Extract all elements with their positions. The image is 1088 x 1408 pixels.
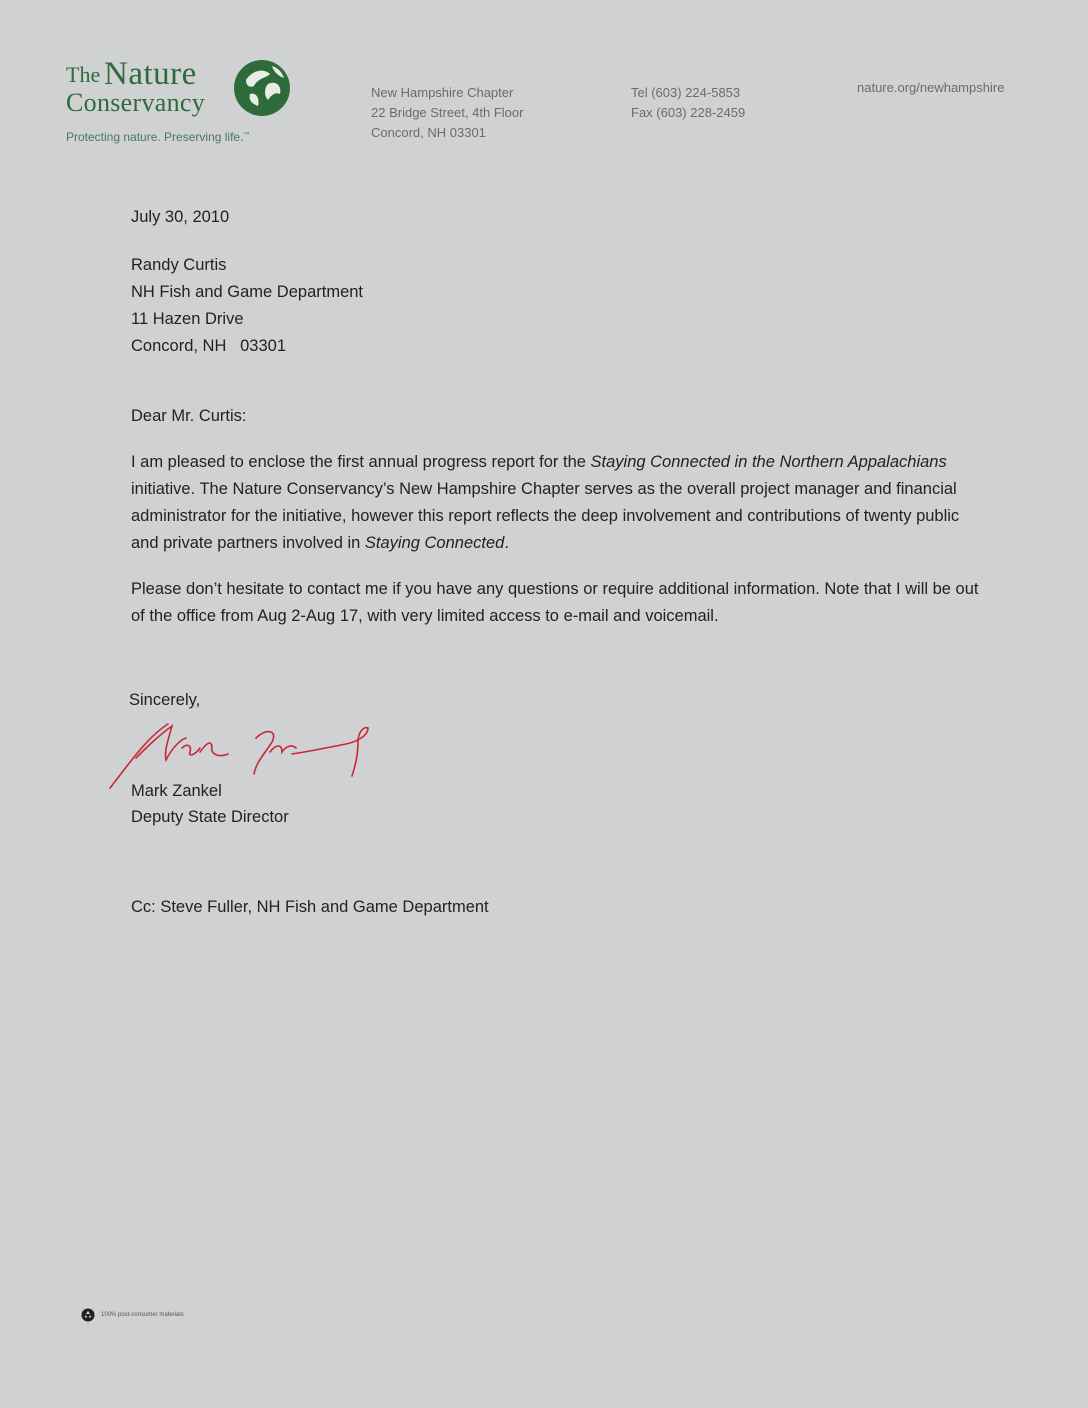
- nature-conservancy-logo: [66, 56, 306, 152]
- tagline-trademark: ™: [243, 132, 250, 138]
- recipient-line: Randy Curtis: [131, 256, 227, 274]
- address-line: Concord, NH 03301: [371, 125, 486, 140]
- tel-number: Tel (603) 224-5853: [631, 85, 741, 100]
- logo-nature-text: Nature: [104, 56, 197, 92]
- signer-title: Deputy State Director: [131, 808, 289, 826]
- logo-tagline: [66, 130, 249, 144]
- logo-conservancy-text: Conservancy: [66, 88, 206, 117]
- address-line: 22 Bridge Street, 4th Floor: [371, 105, 524, 120]
- para1-text-a: I am pleased to enclose the first annual progress report for the: [131, 453, 591, 471]
- letter-date: July 30, 2010: [131, 208, 230, 226]
- body-paragraph-1: [131, 449, 991, 557]
- closing: Sincerely,: [129, 691, 201, 709]
- recycled-text: 100% post-consumer materials: [101, 1312, 184, 1318]
- recycle-icon: [81, 1308, 95, 1322]
- fax-number: Fax (603) 228-2459: [631, 105, 746, 120]
- cc-line: Cc: Steve Fuller, NH Fish and Game Department: [131, 898, 489, 916]
- recipient-line: NH Fish and Game Department: [131, 283, 364, 301]
- tagline-text: Protecting nature. Preserving life.: [66, 130, 244, 144]
- para1-text-b: initiative. The Nature Conservancy’s New Hampshire Chapter serves as the overall project manager and financial administrator for the initiative, however this report reflects the deep involvement and contributions of twenty public and private partners involved in: [131, 480, 960, 552]
- signer-name: Mark Zankel: [131, 782, 222, 800]
- footer-recycled: [81, 1308, 184, 1322]
- chapter-address: [371, 83, 523, 143]
- para1-italic-title-2: Staying Connected: [364, 534, 505, 552]
- salutation: Dear Mr. Curtis:: [131, 407, 247, 425]
- para1-italic-title: Staying Connected in the Northern Appalachians: [590, 453, 947, 471]
- recipient-line: Concord, NH 03301: [131, 337, 287, 355]
- body-paragraph-2: Please don’t hesitate to contact me if you have any questions or require additional information. Note that I will be out of the office from Aug 2-Aug 17, with very limited access to e-mail and voicemail.: [131, 580, 979, 625]
- logo-the-text: The: [66, 62, 101, 87]
- recipient-address: [131, 252, 363, 360]
- contact-numbers: [631, 83, 745, 123]
- para1-text-c: .: [504, 534, 509, 552]
- recipient-line: 11 Hazen Drive: [131, 310, 244, 328]
- globe-leaf-icon: [232, 58, 292, 118]
- address-line: New Hampshire Chapter: [371, 85, 514, 100]
- website-url: nature.org/newhampshire: [857, 80, 1005, 95]
